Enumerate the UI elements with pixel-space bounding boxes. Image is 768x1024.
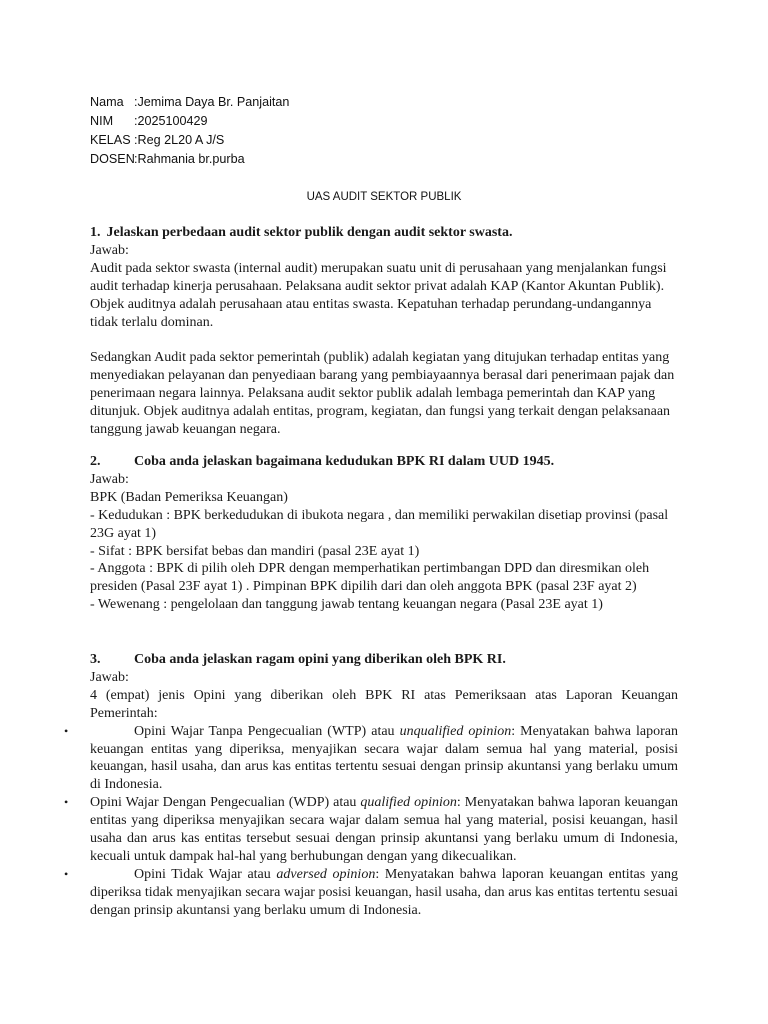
bullet-icon: • [64, 795, 69, 810]
dosen-value: :Rahmania br.purba [134, 152, 245, 166]
opinion-wdp [64, 794, 678, 866]
question-3-block [64, 651, 678, 920]
answer-2-label: Jawab: [90, 471, 129, 487]
question-3 [90, 651, 678, 669]
identity-nim [90, 112, 289, 131]
question-2 [90, 453, 678, 471]
nim-label: NIM [90, 114, 114, 128]
identity-dosen [90, 150, 289, 169]
kelas-value: :Reg 2L20 A J/S [134, 133, 225, 147]
nama-label: Nama [90, 95, 124, 109]
answer-2-line: BPK (Badan Pemeriksa Keuangan) [90, 489, 288, 505]
answer-3-intro: 4 (empat) jenis Opini yang diberikan oleh BPK RI atas Pemeriksaan atas Laporan Keuangan Pemerintah: [90, 687, 678, 721]
question-3-number: 3. [90, 652, 101, 667]
bullet-icon: • [64, 866, 69, 881]
opinion-tw-text: : Menyatakan bahwa laporan keuangan entitas yang diperiksa tidak menyajikan secara wajar posisi keuangan, hasil usaha, dan arus kas entitas tertentu sesuai dengan prinsip akuntansi yang berlaku umum di Indonesia. [90, 866, 678, 918]
opinion-wtp-lead: Opini Wajar Tanpa Pengecualian (WTP) atau [134, 723, 400, 739]
answer-1-paragraph-2: Sedangkan Audit pada sektor pemerintah (publik) adalah kegiatan yang ditujukan terhadap entitas yang menyediakan pelayanan dan penyediaan barang yang pembiayaannya berasal dari penerimaan pajak dan penerimaan negara lainnya. Pelaksana audit sektor publik adalah lembaga pemerintah dan KAP yang ditunjuk. Objek auditnya adalah entitas, program, kegiatan, dan fungsi yang terkait dengan pelaksanaan tanggung jawab keuangan negara. [90, 350, 675, 437]
identity-nama [90, 93, 289, 112]
kelas-label: KELAS [90, 133, 131, 147]
question-1-number: 1. [90, 225, 101, 240]
answer-2-line: - Sifat : BPK bersifat bebas dan mandiri (pasal 23E ayat 1) [90, 543, 420, 559]
question-1 [90, 224, 678, 242]
opinion-wdp-term: qualified opinion [360, 795, 457, 811]
answer-2-line: - Kedudukan : BPK berkedudukan di ibukota negara , dan memiliki perwakilan disetiap provinsi (pasal 23G ayat 1) [90, 507, 669, 541]
opinion-wtp-term: unqualified opinion [399, 723, 512, 739]
nim-value: :2025100429 [134, 114, 208, 128]
opinion-wdp-lead: Opini Wajar Dengan Pengecualian (WDP) atau [90, 795, 361, 811]
nama-value: :Jemima Daya Br. Panjaitan [134, 95, 290, 109]
opinion-wdp-text: : Menyatakan bahwa laporan keuangan entitas yang diperiksa menyajikan secara wajar dalam semua hal yang material, posisi keuangan, hasil usaha dan arus kas entitas tersebut sesuai dengan prinsip akuntansi yang berlaku umum di Indonesia, kecuali untuk dampak hal-hal yang berhubungan dengan yang dikecualikan. [90, 795, 678, 864]
student-identity [90, 93, 289, 169]
bullet-icon: • [64, 723, 69, 738]
opinion-wtp-text: : Menyatakan bahwa laporan keuangan entitas yang diperiksa, menyajikan secara wajar dalam semua hal yang material, posisi keuangan, hasil usaha, dan arus kas entitas tertentu sesuai dengan prinsip akuntansi yang berlaku umum di Indonesia. [90, 723, 678, 793]
opinion-tw-term: adversed opinion [276, 866, 376, 882]
answer-1-paragraph-1: Audit pada sektor swasta (internal audit) merupakan suatu unit di perusahaan yang menjalankan fungsi audit terhadap kinerja perusahaan. Pelaksana audit sektor privat adalah KAP (Kantor Akuntan Publik). Objek auditnya adalah perusahaan atau entitas swasta. Kepatuhan terhadap perundang-undangannya tidak terlalu dominan. [90, 260, 667, 330]
opinion-tw [64, 866, 678, 920]
question-1-block [90, 224, 678, 439]
answer-2-line: - Wewenang : pengelolaan dan tanggung jawab tentang keuangan negara (Pasal 23E ayat 1) [90, 597, 603, 613]
exam-title: UAS AUDIT SEKTOR PUBLIK [306, 191, 462, 203]
question-3-text: Coba anda jelaskan ragam opini yang diberikan oleh BPK RI. [134, 652, 506, 667]
opinion-wtp [64, 723, 678, 795]
answer-2-line: - Anggota : BPK di pilih oleh DPR dengan memperhatikan pertimbangan DPD dan diresmikan oleh presiden (Pasal 23F ayat 1) . Pimpinan BPK dipilih dari dan oleh anggota BPK (pasal 23F ayat 2) [90, 561, 650, 595]
question-1-text: Jelaskan perbedaan audit sektor publik dengan audit sektor swasta. [106, 225, 513, 240]
opinion-tw-lead: Opini Tidak Wajar atau [134, 866, 277, 882]
identity-kelas [90, 131, 289, 150]
question-2-number: 2. [90, 454, 101, 469]
dosen-label: DOSEN [90, 152, 135, 166]
question-2-block [90, 453, 678, 614]
answer-3-label: Jawab: [90, 669, 129, 685]
question-2-text: Coba anda jelaskan bagaimana kedudukan BPK RI dalam UUD 1945. [134, 454, 555, 469]
answer-1-label: Jawab: [90, 242, 129, 258]
